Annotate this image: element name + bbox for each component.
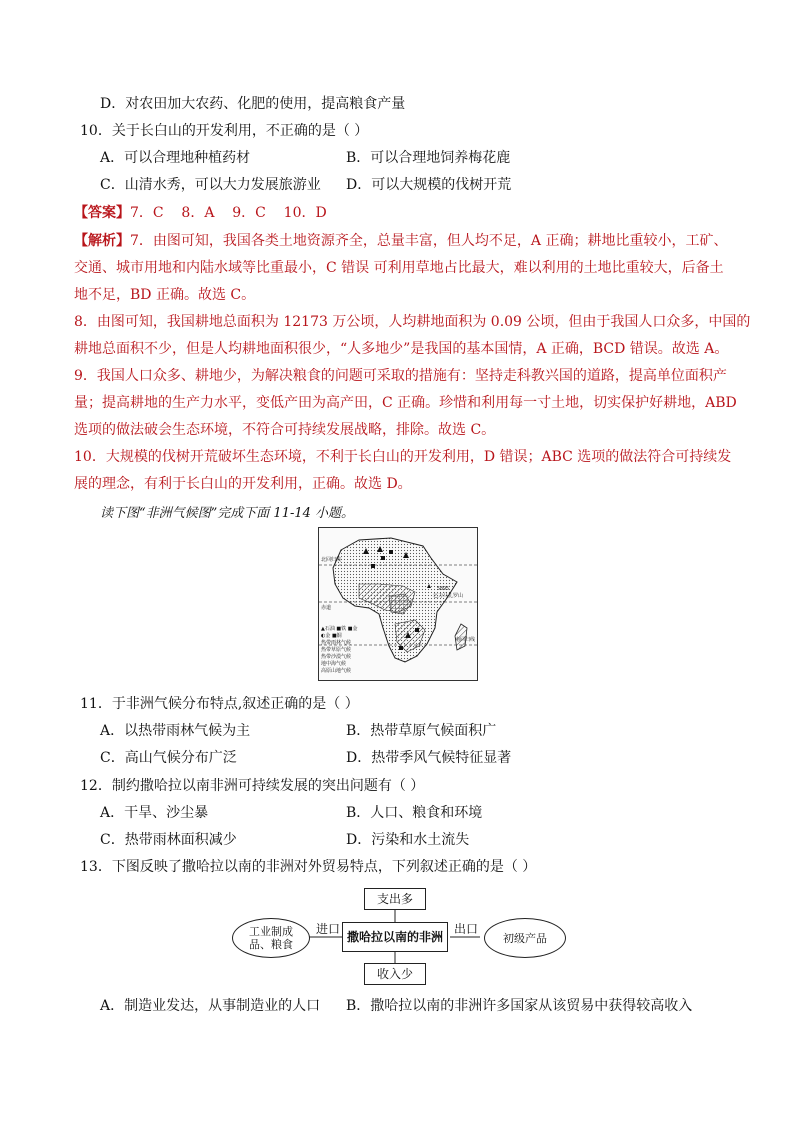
- legend-row-5: 热带沙漠气候: [321, 654, 352, 660]
- intro-text: 读下图“非洲气候图”完成下面 11-14 小题。: [100, 506, 355, 521]
- q12-stem: 12．制约撒哈拉以南非洲可持续发展的突出问题有（ ）: [80, 778, 425, 794]
- analysis-line-2: 交通、城市用地和内陆水域等比重最小，C 错误 可利用草地占比最大，难以利用的土地比重较大，后备土: [74, 260, 724, 276]
- flow-ellipse-left: 工业制成 品、粮食: [232, 918, 310, 958]
- q9-option-d: D．对农田加大农药、化肥的使用，提高粮食产量: [100, 96, 406, 112]
- legend-row-3: 热带雨林气候: [321, 640, 352, 646]
- analysis-line-1: [74, 231, 727, 251]
- q10-option-b: B．可以合理地饲养梅花鹿: [346, 150, 511, 166]
- legend-row-2: ◐金 ■铜: [321, 633, 342, 639]
- q12-option-c: C．热带雨林面积减少: [100, 832, 237, 848]
- tropic-south-label: 南回归线: [455, 637, 476, 643]
- answer-tag: 【答案】: [74, 205, 130, 221]
- flow-box-bottom: 收入少: [364, 963, 426, 985]
- analysis-line-5: 耕地总面积不少，但是人均耕地面积很少，“人多地少”是我国的基本国情，A 正确，BCD 错误。故选 A。: [74, 341, 729, 357]
- peak-name: 乞力马扎罗山: [433, 593, 464, 599]
- analysis-line-9: 10．大规模的伐树开荒破坏生态环境，不利于长白山的开发利用，D 错误；ABC 选项的做法符合可持续发: [74, 449, 732, 465]
- flow-import-label: 进口: [316, 922, 341, 936]
- q10-option-d: D．可以大规模的伐树开荒: [346, 177, 512, 193]
- q13-stem: 13．下图反映了撒哈拉以南的非洲对外贸易特点，下列叙述正确的是（ ）: [80, 859, 537, 875]
- flow-box-center: 撒哈拉以南的非洲: [342, 922, 448, 952]
- africa-climate-map: [318, 527, 478, 681]
- q13-option-a: A．制造业发达，从事制造业的人口: [100, 998, 321, 1014]
- tropic-north-label: 北回归线: [321, 557, 342, 563]
- q11-option-c: C．高山气候分布广泛: [100, 750, 237, 766]
- analysis-line-8: 选项的做法破会生态环境，不符合可持续发展战略，排除。故选 C。: [74, 422, 496, 438]
- q11-stem: 11．于非洲气候分布特点,叙述正确的是（ ）: [80, 696, 359, 712]
- q10-stem: 10．关于长白山的开发利用，不正确的是（ ）: [80, 123, 369, 139]
- legend-row-6: 地中海气候: [321, 661, 347, 667]
- analysis-line-7: 量；提高耕地的生产力水平，变低产田为高产田，C 正确。珍惜和利用每一寸土地，切实保护好耕地，ABD: [74, 395, 737, 411]
- answer-text: 7．C 8．A 9．C 10．D: [130, 205, 327, 221]
- q12-option-a: A．干旱、沙尘暴: [100, 805, 209, 821]
- map-legend: [321, 626, 357, 675]
- analysis-line-10: 展的理念，有利于长白山的开发利用，正确。故选 D。: [74, 476, 412, 492]
- analysis-tag: 【解析】: [74, 233, 130, 249]
- q12-option-b: B．人口、粮食和环境: [346, 805, 483, 821]
- q10-option-c: C．山清水秀，可以大力发展旅游业: [100, 177, 321, 193]
- equator-label: 赤道: [321, 605, 332, 611]
- q11-option-b: B．热带草原气候面积广: [346, 723, 497, 739]
- answer-line: [74, 203, 327, 223]
- flow-export-label: 出口: [454, 922, 479, 936]
- analysis-line-4: 8．由图可知，我国耕地总面积为 12173 万公顷，人均耕地面积为 0.09 公顷，但由于我国人口众多，中国的: [74, 314, 751, 330]
- legend-row-1: ▲石油 ■铁 ■金: [321, 626, 358, 632]
- analysis-line-3: 地不足，BD 正确。故选 C。: [74, 287, 256, 303]
- analysis-line-6: 9．我国人口众多、耕地少，为解决粮食的问题可采取的措施有：坚持走科教兴国的道路，提高单位面积产: [74, 368, 727, 384]
- q10-option-a: A．可以合理地种植药材: [100, 150, 251, 166]
- q11-option-d: D．热带季风气候特征显著: [346, 750, 512, 766]
- q12-option-d: D．污染和水土流失: [346, 832, 470, 848]
- peak-elevation: 5895: [437, 586, 450, 592]
- flow-ellipse-right: 初级产品: [484, 918, 566, 958]
- analysis-text-1: 7．由图可知，我国各类土地资源齐全，总量丰富，但人均不足，A 正确；耕地比重较小，工矿、: [130, 233, 728, 249]
- flow-box-top: 支出多: [364, 888, 426, 910]
- q11-option-a: A．以热带雨林气候为主: [100, 723, 251, 739]
- legend-row-4: 热带草原气候: [321, 647, 352, 653]
- q13-option-b: B．撒哈拉以南的非洲许多国家从该贸易中获得较高收入: [346, 998, 693, 1014]
- legend-row-7: 高原山地气候: [321, 668, 352, 674]
